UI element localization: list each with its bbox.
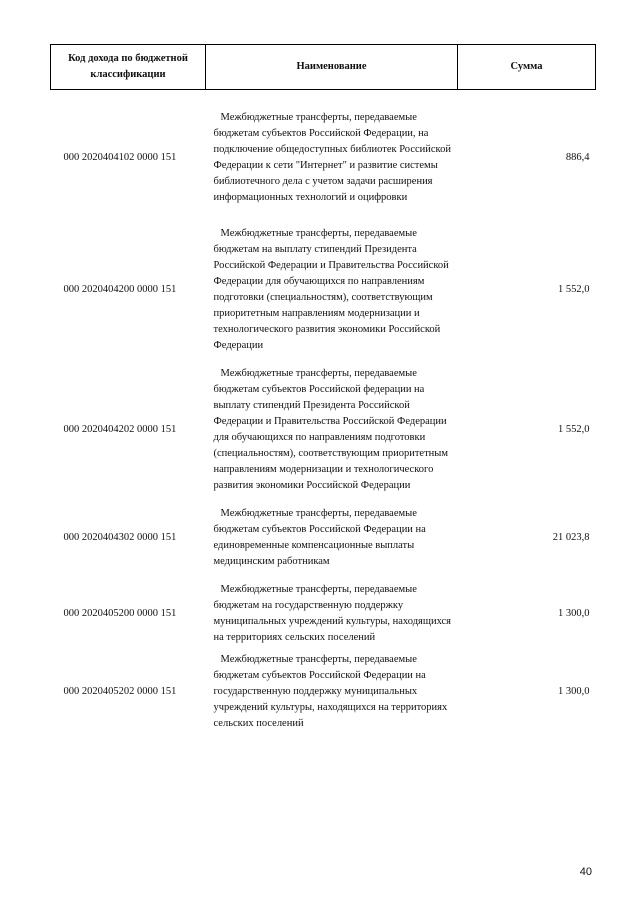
income-name: Межбюджетные трансферты, передаваемые бюджетам субъектов Российской Федерации на государственную поддержку муниципальных учреждений культуры, находящихся на территориях сельских поселений (213, 654, 448, 729)
header-sum: Сумма (458, 45, 596, 90)
income-name: Межбюджетные трансферты, передаваемые бюджетам на государственную поддержку муниципальных учреждений культуры, находящихся на территориях сельских поселений (213, 584, 452, 643)
table-header-row (51, 45, 596, 90)
row-spacer (51, 494, 596, 506)
table-row (51, 226, 596, 354)
income-code: 000 2020404302 0000 151 (63, 532, 177, 543)
table-row (51, 506, 596, 570)
page-number: 40 (579, 866, 592, 878)
income-sum: 1 300,0 (558, 686, 590, 697)
income-code: 000 2020405200 0000 151 (63, 608, 177, 619)
income-sum: 886,4 (565, 152, 590, 163)
income-name: Межбюджетные трансферты, передаваемые бюджетам субъектов Российской федерации на выплату стипендий Президента Российской Федерации и Правительства Российской Федерации для обучающихся по направлениям подготовки (специальностям), соответствующим приоритетным направлениям модернизации и технологического развития экономики Российской Федерации (213, 368, 448, 491)
header-name: Наименование (206, 45, 458, 90)
income-code: 000 2020404102 0000 151 (63, 152, 177, 163)
header-code: Код дохода по бюджетной классификации (51, 45, 206, 90)
income-sum: 21 023,8 (552, 532, 590, 543)
table-row (51, 366, 596, 494)
table-row (51, 582, 596, 646)
income-sum: 1 552,0 (558, 284, 590, 295)
row-spacer (51, 354, 596, 366)
income-name: Межбюджетные трансферты, передаваемые бюджетам на выплату стипендий Президента Российской Федерации и Правительства Российской Федерации для обучающихся по направлениям подготовки (специальностям), соответствующим приоритетным направлениям модернизации и технологического развития экономики Российской Федерации (213, 228, 449, 351)
income-code: 000 2020405202 0000 151 (63, 686, 177, 697)
table-row (51, 110, 596, 206)
header-spacer (51, 90, 596, 111)
row-spacer (51, 570, 596, 582)
income-code: 000 2020404200 0000 151 (63, 284, 177, 295)
row-spacer (51, 206, 596, 226)
income-code: 000 2020404202 0000 151 (63, 424, 177, 435)
table-row (51, 652, 596, 732)
income-name: Межбюджетные трансферты, передаваемые бюджетам субъектов Российской Федерации на единовременные компенсационные выплаты медицинским работникам (213, 508, 426, 567)
budget-income-table (50, 44, 596, 732)
income-name: Межбюджетные трансферты, передаваемые бюджетам субъектов Российской Федерации, на подключение общедоступных библиотек Российской Федерации к сети "Интернет" и развитие системы библиотечного дела с учетом задачи расширения информационных технологий и оцифровки (213, 112, 451, 203)
income-sum: 1 552,0 (558, 424, 590, 435)
income-sum: 1 300,0 (558, 608, 590, 619)
